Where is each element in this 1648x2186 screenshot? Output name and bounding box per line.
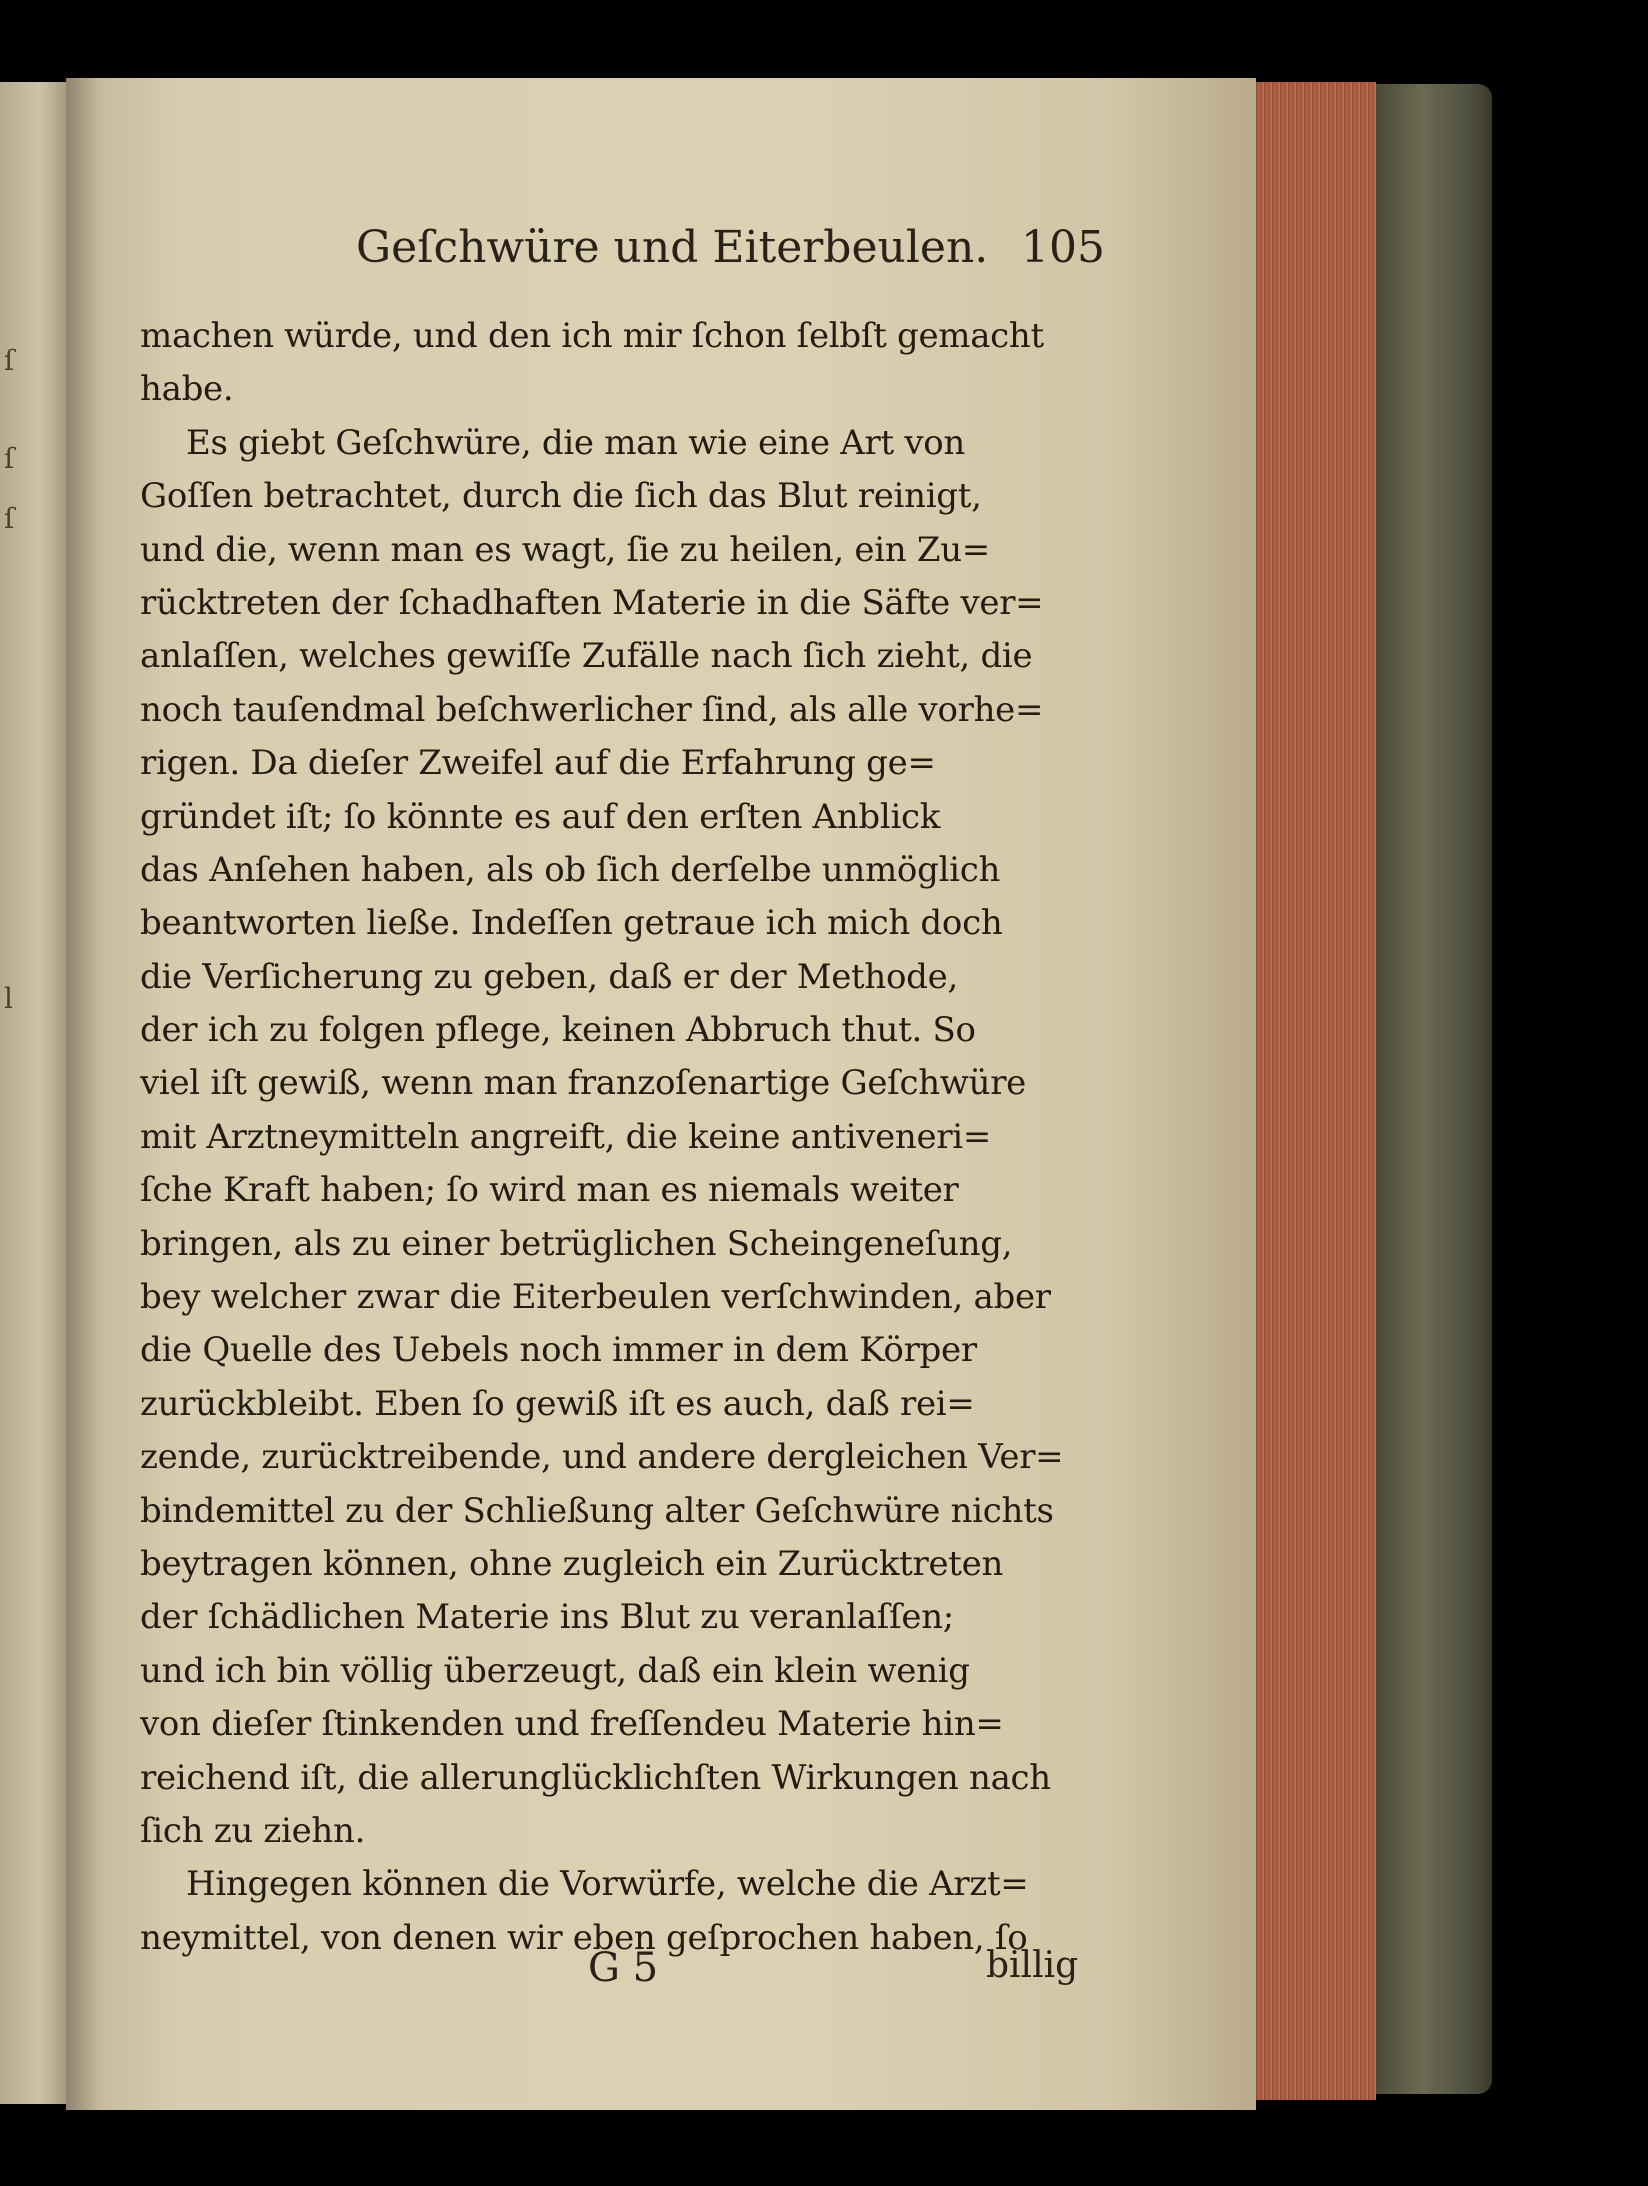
text-line: die Verſicherung zu geben, daß er der Methode, <box>140 956 958 997</box>
text-line: Goſſen betrachtet, durch die ſich das Blut reinigt, <box>140 476 982 517</box>
text-line: anlaſſen, welches gewiſſe Zufälle nach ſich zieht, die <box>140 636 1033 677</box>
margin-glyph: ſ <box>4 502 15 535</box>
text-line: zurückbleibt. Eben ſo gewiß iſt es auch, daß rei= <box>140 1383 975 1424</box>
text-line: der ſchädlichen Materie ins Blut zu veranlaſſen; <box>140 1597 954 1638</box>
text-line: und ich bin völlig überzeugt, daß ein klein wenig <box>140 1650 970 1691</box>
text-line: machen würde, und den ich mir ſchon ſelbſt gemacht <box>140 316 1044 356</box>
page-fore-edge <box>1256 82 1376 2100</box>
text-line: zende, zurücktreibende, und andere dergleichen Ver= <box>140 1437 1064 1478</box>
margin-glyph: ſ <box>4 442 15 475</box>
margin-glyph: ſ <box>4 344 15 377</box>
text-line: rücktreten der ſchadhaften Materie in die Säfte ver= <box>140 582 1044 623</box>
running-head: Geſchwüre und Eiterbeulen. <box>356 222 989 273</box>
text-line: habe. <box>140 369 234 410</box>
text-line: der ich zu folgen pflege, keinen Abbruch thut. So <box>140 1010 976 1051</box>
text-line: Hingegen können die Vorwürfe, welche die Arzt= <box>186 1864 1029 1905</box>
text-line: bey welcher zwar die Eiterbeulen verſchwinden, aber <box>140 1277 1051 1318</box>
signature-mark: G 5 <box>588 1945 659 1991</box>
text-line: ſich zu ziehn. <box>140 1810 366 1851</box>
catchword: billig <box>986 1945 1079 1986</box>
text-line: gründet iſt; ſo könnte es auf den erſten Anblick <box>140 796 941 837</box>
text-line: mit Arztneymitteln angreift, die keine antiveneri= <box>140 1116 992 1157</box>
page-number: 105 <box>1021 222 1105 273</box>
left-page-edge <box>0 82 66 2104</box>
text-line: viel iſt gewiß, wenn man franzoſenartige Geſchwüre <box>140 1063 1026 1104</box>
body-text <box>140 310 1100 1965</box>
page-footer <box>66 1945 1256 2005</box>
text-line: und die, wenn man es wagt, ſie zu heilen, ein Zu= <box>140 529 990 570</box>
text-line: das Anſehen haben, als ob ſich derſelbe unmöglich <box>140 849 1001 890</box>
text-line: noch tauſendmal beſchwerlicher ſind, als alle vorhe= <box>140 689 1044 730</box>
text-line: von dieſer ſtinkenden und freſſendeu Materie hin= <box>140 1704 1004 1745</box>
text-line: rigen. Da dieſer Zweifel auf die Erfahrung ge= <box>140 743 936 784</box>
text-line: beytragen können, ohne zugleich ein Zurücktreten <box>140 1543 1004 1584</box>
text-line: bringen, als zu einer betrüglichen Scheingeneſung, <box>140 1223 1013 1264</box>
text-line: Es giebt Geſchwüre, die man wie eine Art von <box>186 422 966 463</box>
text-line: ſche Kraft haben; ſo wird man es niemals weiter <box>140 1170 959 1211</box>
page-header <box>66 222 1256 282</box>
text-line: neymittel, von denen wir eben geſprochen haben, ſo <box>140 1917 1028 1958</box>
margin-glyph: l <box>4 982 13 1015</box>
text-line: die Quelle des Uebels noch immer in dem Körper <box>140 1330 977 1371</box>
text-line: reichend iſt, die allerunglücklichſten Wirkungen nach <box>140 1757 1051 1798</box>
text-line: beantworten ließe. Indeſſen getraue ich mich doch <box>140 903 1003 944</box>
text-line: bindemittel zu der Schließung alter Geſchwüre nichts <box>140 1490 1054 1531</box>
book-cover <box>1376 84 1492 2094</box>
